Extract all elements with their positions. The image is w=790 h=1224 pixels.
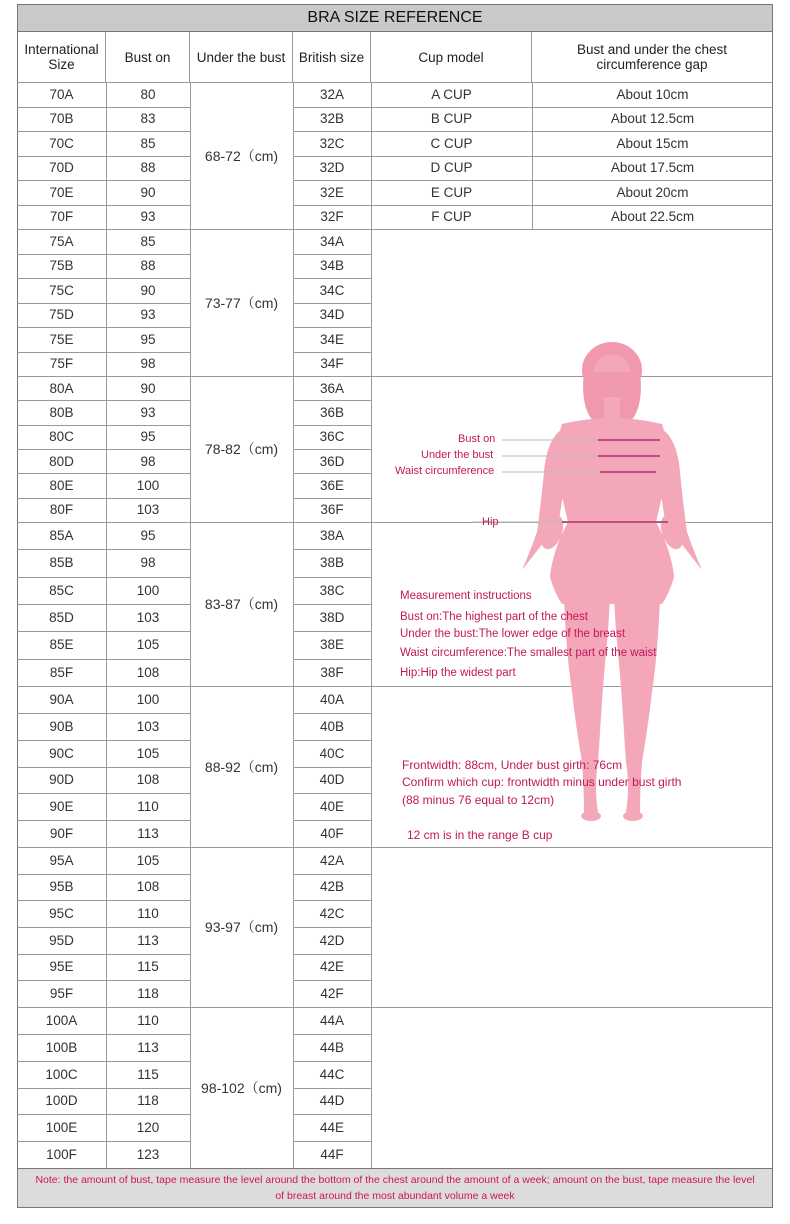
intl-size-cell: 90F	[49, 826, 74, 842]
row-divider	[17, 631, 190, 632]
row-divider	[293, 1141, 371, 1142]
row-divider	[17, 820, 190, 821]
bust-on-cell: 123	[136, 1147, 160, 1163]
row-divider	[293, 107, 371, 108]
bust-on-cell: 90	[140, 380, 156, 396]
cup-model-cell: C CUP	[430, 135, 473, 151]
bust-on-cell: 103	[136, 718, 160, 734]
gap-cell: About 10cm	[616, 86, 689, 102]
row-divider	[293, 927, 371, 928]
row-divider	[17, 131, 190, 132]
british-size-cell: 44F	[320, 1147, 344, 1163]
cup-model-cell: A CUP	[431, 86, 472, 102]
row-divider	[293, 278, 371, 279]
label-waist: Waist circumference	[395, 465, 495, 477]
bust-on-cell: 100	[136, 691, 160, 707]
bust-on-cell: 113	[137, 826, 159, 842]
intl-size-cell: 70B	[49, 111, 74, 127]
bust-on-cell: 115	[137, 1066, 159, 1082]
row-divider	[17, 425, 190, 426]
row-divider	[17, 604, 190, 605]
row-divider	[17, 1114, 190, 1115]
label-hip: Hip	[482, 516, 499, 528]
row-divider	[17, 549, 190, 550]
row-divider	[293, 604, 371, 605]
body-silhouette-figure	[372, 232, 772, 1152]
row-divider	[17, 1088, 190, 1089]
example-calculation: (88 minus 76 equal to 12cm)	[402, 793, 555, 807]
row-divider	[17, 577, 190, 578]
bust-on-cell: 105	[136, 637, 160, 653]
british-size-cell: 34C	[319, 282, 345, 298]
bust-on-cell: 108	[136, 664, 160, 680]
intl-size-cell: 90B	[49, 718, 74, 734]
british-size-cell: 42B	[319, 879, 345, 895]
row-divider	[17, 659, 190, 660]
row-divider	[293, 327, 371, 328]
column-divider	[532, 82, 533, 229]
intl-size-cell: 100D	[45, 1093, 78, 1109]
column-divider	[106, 82, 107, 1168]
row-divider	[293, 303, 371, 304]
intl-size-cell: 100A	[45, 1012, 78, 1028]
intl-size-cell: 90C	[49, 745, 74, 761]
intl-size-cell: 85F	[49, 664, 74, 680]
bust-on-cell: 113	[137, 932, 159, 948]
intl-size-cell: 95F	[49, 986, 74, 1002]
row-divider	[293, 740, 371, 741]
bust-on-cell: 83	[140, 111, 156, 127]
row-divider	[17, 498, 190, 499]
row-divider	[17, 205, 190, 206]
row-divider	[17, 1061, 190, 1062]
row-divider	[293, 820, 371, 821]
gap-cell: About 15cm	[616, 135, 689, 151]
under-bust-range: 93-97（cm)	[204, 919, 279, 935]
row-divider	[17, 449, 190, 450]
british-size-cell: 34F	[320, 356, 344, 372]
gap-cell: About 12.5cm	[610, 111, 695, 127]
british-size-cell: 42D	[319, 932, 345, 948]
row-divider	[293, 449, 371, 450]
row-divider	[17, 740, 190, 741]
bust-on-cell: 95	[140, 429, 156, 445]
british-size-cell: 38A	[319, 528, 345, 544]
british-size-cell: 44A	[319, 1012, 345, 1028]
bust-on-cell: 108	[136, 772, 160, 788]
british-size-cell: 44C	[319, 1066, 345, 1082]
row-divider	[17, 767, 190, 768]
british-size-cell: 36D	[319, 453, 345, 469]
british-size-cell: 38D	[319, 610, 345, 626]
row-divider	[17, 180, 190, 181]
row-divider	[293, 205, 371, 206]
bust-on-cell: 98	[140, 356, 156, 372]
row-divider	[293, 1061, 371, 1062]
british-size-cell: 36A	[319, 380, 345, 396]
british-size-cell: 40F	[320, 826, 344, 842]
under-bust-range: 98-102（cm)	[201, 1079, 282, 1096]
example-result: 12 cm is in the range B cup	[407, 828, 553, 842]
bust-on-cell: 110	[137, 1012, 159, 1028]
cup-model-cell: D CUP	[430, 160, 473, 176]
row-divider	[293, 254, 371, 255]
header-gap: Bust and under the chest circumference gap	[532, 32, 773, 82]
header-under-bust: Under the bust	[190, 32, 293, 82]
row-divider	[17, 254, 190, 255]
bust-on-cell: 93	[140, 307, 156, 323]
british-size-cell: 34A	[319, 233, 345, 249]
british-size-cell: 40C	[319, 745, 345, 761]
british-size-cell: 40A	[319, 691, 345, 707]
header-cup-model: Cup model	[371, 32, 532, 82]
row-divider	[293, 631, 371, 632]
british-size-cell: 32F	[320, 209, 344, 225]
intl-size-cell: 70D	[49, 160, 74, 176]
row-divider	[17, 473, 190, 474]
gap-cell: About 17.5cm	[610, 160, 695, 176]
intl-size-cell: 70A	[49, 86, 74, 102]
intl-size-cell: 80A	[49, 380, 74, 396]
row-divider	[371, 205, 773, 206]
row-divider	[17, 927, 190, 928]
bust-on-cell: 90	[140, 282, 156, 298]
intl-size-cell: 85B	[49, 555, 74, 571]
woman-silhouette-icon	[522, 342, 702, 821]
footer-note: Note: the amount of bust, tape measure the level around the bottom of the chest around the amount of a week; amount on the bust, tape measure the level of breast around the most abundant volume a week	[17, 1168, 773, 1208]
bust-on-cell: 103	[136, 502, 160, 518]
british-size-cell: 44D	[319, 1093, 345, 1109]
gap-cell: About 20cm	[616, 184, 689, 200]
bust-on-cell: 120	[136, 1120, 160, 1136]
under-bust-range: 68-72（cm)	[204, 147, 279, 164]
bust-on-cell: 113	[137, 1039, 159, 1055]
intl-size-cell: 85C	[49, 582, 74, 598]
example-method: Confirm which cup: frontwidth minus under bust girth	[402, 775, 682, 789]
british-size-cell: 44B	[319, 1039, 345, 1055]
intl-size-cell: 95E	[49, 959, 74, 975]
under-bust-range: 83-87（cm)	[204, 596, 279, 612]
british-size-cell: 42C	[319, 906, 345, 922]
row-divider	[371, 180, 773, 181]
british-size-cell: 44E	[319, 1120, 345, 1136]
intl-size-cell: 90D	[49, 772, 74, 788]
intl-size-cell: 90A	[49, 691, 74, 707]
british-size-cell: 38E	[319, 637, 345, 653]
intl-size-cell: 75E	[49, 331, 74, 347]
bust-on-cell: 85	[140, 233, 156, 249]
row-divider	[17, 400, 190, 401]
row-divider	[293, 156, 371, 157]
bust-on-cell: 88	[140, 160, 156, 176]
intl-size-cell: 85D	[49, 610, 74, 626]
intl-size-cell: 70E	[49, 184, 74, 200]
row-divider	[293, 659, 371, 660]
row-divider	[17, 874, 190, 875]
row-divider	[293, 549, 371, 550]
bust-on-cell: 100	[136, 582, 160, 598]
row-divider	[293, 498, 371, 499]
british-size-cell: 42A	[319, 852, 345, 868]
bust-on-cell: 95	[140, 331, 156, 347]
instruction-bust-on: Bust on:The highest part of the chest	[400, 611, 588, 623]
british-size-cell: 36E	[319, 477, 345, 493]
row-divider	[17, 1141, 190, 1142]
label-under-bust: Under the bust	[421, 449, 494, 461]
intl-size-cell: 85A	[49, 528, 74, 544]
british-size-cell: 40D	[319, 772, 345, 788]
bust-on-cell: 98	[140, 453, 156, 469]
cup-model-cell: E CUP	[430, 184, 473, 200]
row-divider	[293, 954, 371, 955]
row-divider	[371, 156, 773, 157]
intl-size-cell: 100E	[45, 1120, 78, 1136]
bust-on-cell: 110	[137, 906, 159, 922]
british-size-cell: 36B	[319, 404, 345, 420]
row-divider	[293, 180, 371, 181]
british-size-cell: 40B	[319, 718, 345, 734]
intl-size-cell: 70C	[49, 135, 74, 151]
row-divider	[17, 980, 190, 981]
under-bust-range: 78-82（cm)	[204, 441, 279, 457]
intl-size-cell: 95D	[49, 932, 74, 948]
intl-size-cell: 75B	[49, 258, 74, 274]
example-measurements: Frontwidth: 88cm, Under bust girth: 76cm	[402, 758, 623, 772]
bust-on-cell: 118	[137, 986, 159, 1002]
label-bust-on: Bust on	[458, 433, 496, 445]
intl-size-cell: 85E	[49, 637, 74, 653]
bust-on-cell: 105	[136, 745, 160, 761]
bust-on-cell: 103	[136, 610, 160, 626]
intl-size-cell: 100B	[45, 1039, 78, 1055]
intl-size-cell: 80E	[49, 477, 74, 493]
intl-size-cell: 75C	[49, 282, 74, 298]
intl-size-cell: 95C	[49, 906, 74, 922]
bust-on-cell: 85	[140, 135, 156, 151]
intl-size-cell: 80F	[49, 502, 74, 518]
header-bust-on: Bust on	[106, 32, 190, 82]
bust-on-cell: 108	[136, 879, 160, 895]
row-divider	[293, 980, 371, 981]
row-divider	[293, 131, 371, 132]
instruction-under-bust: Under the bust:The lower edge of the breast	[400, 628, 626, 640]
row-divider	[17, 156, 190, 157]
british-size-cell: 34B	[319, 258, 345, 274]
cup-model-cell: F CUP	[431, 209, 472, 225]
row-divider	[17, 352, 190, 353]
bust-on-cell: 90	[140, 184, 156, 200]
british-size-cell: 32B	[319, 111, 345, 127]
bust-on-cell: 93	[140, 209, 156, 225]
row-divider	[17, 107, 190, 108]
row-divider	[371, 107, 773, 108]
bust-on-cell: 80	[140, 86, 156, 102]
row-divider	[293, 473, 371, 474]
row-divider	[17, 1034, 190, 1035]
row-divider	[293, 1034, 371, 1035]
intl-size-cell: 80D	[49, 453, 74, 469]
column-divider	[190, 82, 191, 1168]
intl-size-cell: 75F	[49, 356, 74, 372]
intl-size-cell: 70F	[49, 209, 74, 225]
bust-on-cell: 88	[140, 258, 156, 274]
intl-size-cell: 90E	[49, 799, 74, 815]
instruction-waist: Waist circumference:The smallest part of the waist	[400, 647, 657, 659]
chart-title: BRA SIZE REFERENCE	[17, 4, 773, 32]
bust-on-cell: 118	[137, 1093, 159, 1109]
british-size-cell: 32D	[319, 160, 345, 176]
row-divider	[293, 713, 371, 714]
column-divider	[293, 82, 294, 1168]
header-british-size: British size	[293, 32, 371, 82]
row-divider	[293, 577, 371, 578]
row-divider	[293, 400, 371, 401]
row-divider	[293, 352, 371, 353]
british-size-cell: 34E	[319, 331, 345, 347]
header-international: International Size	[17, 32, 106, 82]
bust-on-cell: 93	[140, 404, 156, 420]
bust-on-cell: 95	[140, 528, 156, 544]
intl-size-cell: 95A	[49, 852, 74, 868]
bust-on-cell: 115	[137, 959, 159, 975]
row-divider	[293, 425, 371, 426]
row-divider	[17, 327, 190, 328]
row-divider	[17, 793, 190, 794]
row-divider	[293, 1088, 371, 1089]
cup-model-cell: B CUP	[430, 111, 473, 127]
bust-on-cell: 110	[137, 799, 159, 815]
instructions-title: Measurement instructions	[400, 590, 532, 602]
row-divider	[17, 303, 190, 304]
british-size-cell: 32A	[319, 86, 345, 102]
row-divider	[293, 874, 371, 875]
instruction-hip: Hip:Hip the widest part	[400, 667, 516, 679]
intl-size-cell: 75D	[49, 307, 74, 323]
british-size-cell: 34D	[319, 307, 345, 323]
intl-size-cell: 95B	[49, 879, 74, 895]
row-divider	[17, 713, 190, 714]
row-divider	[17, 900, 190, 901]
intl-size-cell: 80C	[49, 429, 74, 445]
under-bust-range: 73-77（cm)	[204, 294, 279, 311]
british-size-cell: 38C	[319, 582, 345, 598]
row-divider	[293, 900, 371, 901]
british-size-cell: 32E	[319, 184, 345, 200]
intl-size-cell: 75A	[49, 233, 74, 249]
measurement-figure-area	[372, 232, 772, 1152]
row-divider	[371, 131, 773, 132]
row-divider	[17, 278, 190, 279]
gap-cell: About 22.5cm	[610, 209, 695, 225]
row-divider	[17, 954, 190, 955]
british-size-cell: 32C	[319, 135, 345, 151]
row-divider	[293, 1114, 371, 1115]
intl-size-cell: 80B	[49, 404, 74, 420]
row-divider	[293, 793, 371, 794]
bust-on-cell: 100	[136, 477, 160, 493]
british-size-cell: 38B	[319, 555, 345, 571]
british-size-cell: 36C	[319, 429, 345, 445]
row-divider	[293, 767, 371, 768]
british-size-cell: 42E	[319, 959, 345, 975]
british-size-cell: 38F	[320, 664, 344, 680]
british-size-cell: 36F	[320, 502, 344, 518]
british-size-cell: 42F	[320, 986, 344, 1002]
bust-on-cell: 105	[136, 852, 160, 868]
bust-on-cell: 98	[140, 555, 156, 571]
british-size-cell: 40E	[319, 799, 345, 815]
intl-size-cell: 100C	[45, 1066, 78, 1082]
header-divider	[17, 82, 773, 83]
under-bust-range: 88-92（cm)	[204, 758, 279, 775]
intl-size-cell: 100F	[46, 1147, 77, 1163]
